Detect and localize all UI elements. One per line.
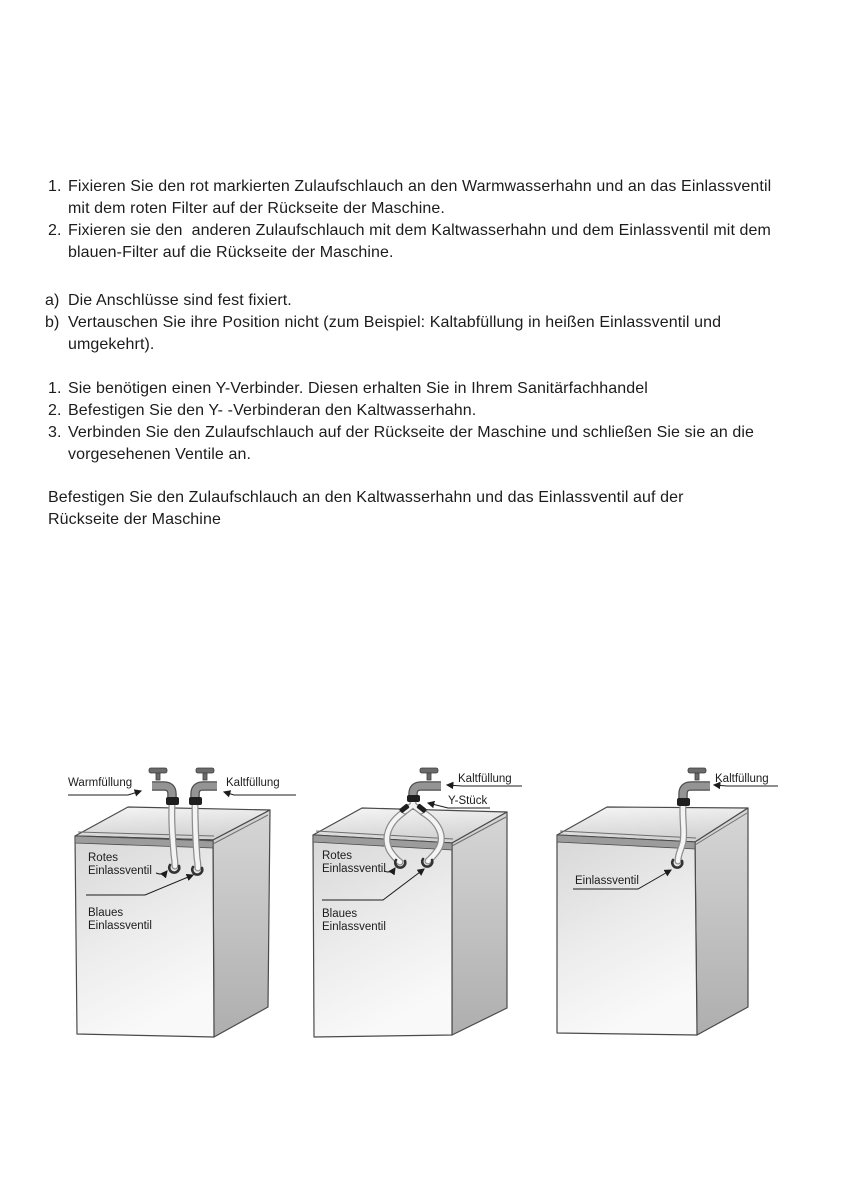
list-text: Die Anschlüsse sind fest fixiert. (68, 292, 292, 309)
blue-valve-label-line1: Blaues (322, 908, 358, 920)
closing-paragraph: Befestigen Sie den Zulaufschlauch an den Kaltwasserhahn und das Einlassventil auf der Rückseite der Maschine (48, 489, 689, 528)
cold-label-leader (224, 792, 296, 795)
cold-fill-label: Kaltfüllung (715, 773, 769, 785)
diagram-machine-warm-cold (50, 755, 310, 1065)
red-valve-label-line1: Rotes (322, 850, 353, 862)
red-valve-label-line2: Einlassventil (88, 865, 152, 877)
cold-water-tap (189, 768, 217, 805)
list-number: 2. (48, 222, 62, 239)
list-text: Fixieren sie den anderen Zulaufschlauch mit dem Kaltwasserhahn und dem Einlassventil mit dem blauen-Filter auf die Rückseite der Maschine. (68, 222, 776, 261)
diagram-machine-single-cold (545, 755, 805, 1065)
warm-water-tap (149, 768, 179, 805)
list-item (48, 400, 780, 422)
list-number: 3. (48, 424, 62, 441)
list-item (48, 422, 780, 466)
cold-label-leader (714, 785, 778, 786)
blue-valve-label-line2: Einlassventil (88, 920, 152, 932)
warm-inlet-hose (172, 804, 175, 866)
list-item (45, 312, 778, 356)
list-item (48, 176, 778, 220)
list-number: a) (45, 292, 60, 309)
red-valve-label-line2: Einlassventil (322, 863, 386, 875)
blue-valve-label-line2: Einlassventil (322, 921, 386, 933)
instruction-list-y-connector (48, 378, 780, 466)
instruction-list-hot-cold (48, 176, 778, 264)
list-text: Sie benötigen einen Y-Verbinder. Diesen erhalten Sie in Ihrem Sanitärfachhandel (68, 380, 648, 397)
list-text: Fixieren Sie den rot markierten Zulaufschlauch an den Warmwasserhahn und an das Einlassventil mit dem roten Filter auf der Rückseite der Maschine. (68, 178, 776, 217)
cold-inlet-hose (195, 804, 198, 868)
red-valve-label-line1: Rotes (88, 852, 119, 864)
list-text: Verbinden Sie den Zulaufschlauch auf der Rückseite der Maschine und schließen Sie sie an die vorgesehenen Ventile an. (68, 424, 759, 463)
note-list-ab (45, 290, 778, 356)
list-number: b) (45, 314, 60, 331)
list-item (48, 220, 778, 264)
list-number: 2. (48, 402, 62, 419)
washing-machine-cabinet (557, 807, 748, 1035)
diagram-machine-y-piece (300, 755, 560, 1065)
list-item (48, 378, 780, 400)
y-piece-label: Y-Stück (448, 795, 488, 807)
cold-water-tap (407, 768, 441, 802)
list-number: 1. (48, 380, 62, 397)
inlet-valve-label: Einlassventil (575, 875, 639, 887)
cold-water-tap (677, 768, 710, 806)
list-item (45, 290, 778, 312)
warm-fill-label: Warmfüllung (68, 777, 133, 789)
warm-label-leader (68, 791, 141, 795)
list-text: Vertauschen Sie ihre Position nicht (zum Beispiel: Kaltabfüllung in heißen Einlassventil und umgekehrt). (68, 314, 726, 353)
cold-label-leader (447, 785, 522, 786)
cold-fill-label: Kaltfüllung (226, 777, 280, 789)
list-number: 1. (48, 178, 62, 195)
cold-fill-label: Kaltfüllung (458, 773, 512, 785)
blue-valve-label-line1: Blaues (88, 907, 124, 919)
list-text: Befestigen Sie den Y- -Verbinderan den Kaltwasserhahn. (68, 402, 477, 419)
